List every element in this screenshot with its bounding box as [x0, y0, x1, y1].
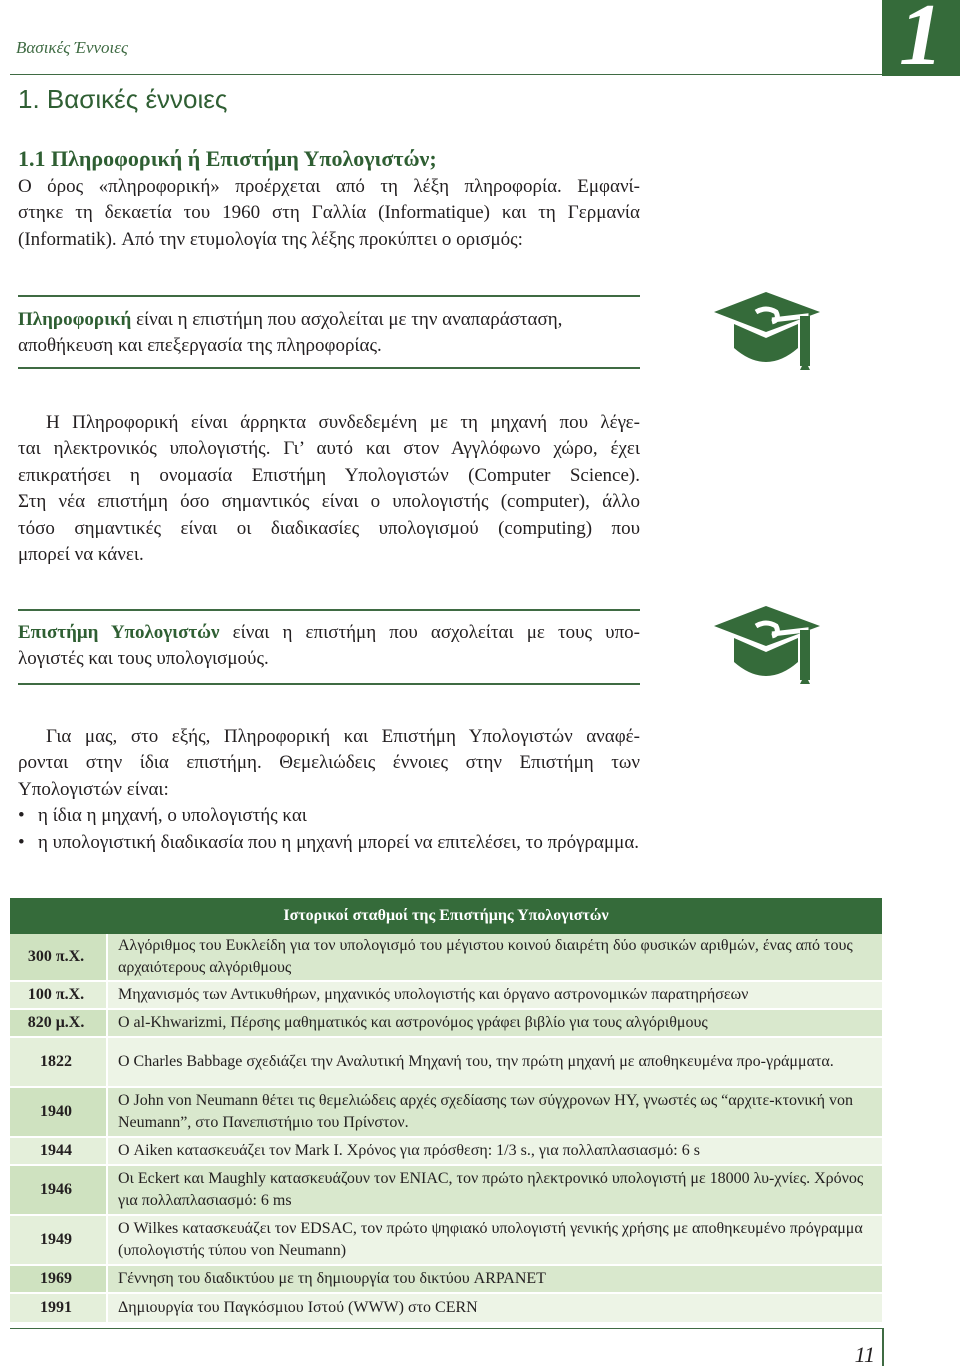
timeline-year: 1940: [10, 1088, 106, 1136]
timeline-event: Μηχανισμός των Αντικυθήρων, μηχανικός υπολογιστής και όργανο αστρονομικών παρατηρήσεων: [106, 982, 882, 1008]
footer-divider: [882, 1328, 884, 1366]
timeline-table: [10, 898, 882, 1324]
paragraph-line: Για μας, στο εξής, Πληροφορική και Επιστήμη Υπολογιστών αναφέ-: [46, 726, 640, 747]
table-row: [10, 1038, 882, 1088]
paragraph-line: επικρατήσει η ονομασία Επιστήμη Υπολογιστών (Computer Science).: [18, 464, 640, 486]
paragraph-line: μπορεί να κάνει.: [18, 544, 144, 566]
intro-paragraph: [18, 174, 640, 253]
list-item: • η ίδια η μηχανή, ο υπολογιστής και: [18, 803, 640, 829]
timeline-event: Ο Wilkes κατασκευάζει τον EDSAC, τον πρώτο ψηφιακό υπολογιστή γενικής χρήσης με αποθηκευμένο πρόγραμμα (υπολογιστής τύπου von Neumann): [106, 1216, 882, 1264]
timeline-title: Ιστορικοί σταθμοί της Επιστήμης Υπολογιστών: [10, 898, 882, 934]
paragraph-line: Η Πληροφορική είναι άρρηκτα συνδεδεμένη με τη μηχανή που λέγε-: [46, 412, 640, 433]
graduation-cap-icon: [712, 290, 822, 372]
timeline-year: 1944: [10, 1138, 106, 1164]
timeline-event: Δημιουργία του Παγκόσμιου Ιστού (WWW) στο CERN: [106, 1294, 882, 1322]
timeline-year: 1822: [10, 1038, 106, 1086]
timeline-event: Ο Aiken κατασκευάζει τον Mark I. Χρόνος για πρόσθεση: 1/3 s., για πολλαπλασιασμό: 6 s: [106, 1138, 882, 1164]
definition-informatics: [18, 307, 640, 360]
timeline-year: 1946: [10, 1166, 106, 1214]
table-row: [10, 1216, 882, 1266]
timeline-year: 1969: [10, 1266, 106, 1292]
timeline-event: Οι Eckert και Maughly κατασκευάζουν τον ENIAC, τον πρώτο ηλεκτρονικό υπολογιστή με 18000 λυ-χνίες. Χρόνος για πολλαπλασιασμό: 6 ms: [106, 1166, 882, 1214]
table-row: [10, 1088, 882, 1138]
table-row: [10, 1010, 882, 1038]
timeline-year: 1991: [10, 1294, 106, 1322]
definition-computer-science: [18, 620, 640, 673]
paragraph-line: Υπολογιστών είναι:: [18, 778, 169, 800]
definition-text: λογιστές και τους υπολογισμούς.: [18, 648, 269, 670]
paragraph-line: Στη νέα επιστήμη όσο σημαντικός είναι ο υπολογιστής (computer), άλλο: [18, 491, 640, 513]
page-number: 11: [854, 1342, 875, 1367]
timeline-event: Γέννηση του διαδικτύου με τη δημιουργία του δικτύου ARPANET: [106, 1266, 882, 1292]
table-row: [10, 1138, 882, 1166]
table-row: [10, 982, 882, 1010]
timeline-event: Αλγόριθμος του Ευκλείδη για τον υπολογισμό του μέγιστου κοινού διαιρέτη δύο φυσικών αριθμών, ένας από τους αρχαιότερους αλγόριθμους: [106, 934, 882, 980]
graduation-cap-icon: [712, 604, 822, 686]
timeline-year: 1949: [10, 1216, 106, 1264]
intro-line: Ο όρος «πληροφορική» προέρχεται από τη λέξη πληροφορία. Εμφανί-: [18, 176, 640, 197]
fundamental-concepts-list: [18, 803, 640, 856]
paragraph-line: ρονται στην ίδια επιστήμη. Θεμελιώδεις έννοιες στην Επιστήμη των: [18, 752, 640, 774]
definition-top-rule: [18, 609, 640, 611]
definition-term: Πληροφορική: [18, 309, 132, 330]
timeline-event: Ο Charles Babbage σχεδιάζει την Αναλυτική Μηχανή του, την πρώτη μηχανή με αποθηκευμένα προ-γράμματα.: [106, 1038, 882, 1086]
definition-top-rule: [18, 295, 640, 297]
table-row: [10, 1166, 882, 1216]
timeline-year: 100 π.Χ.: [10, 982, 106, 1008]
subsection-title: 1.1 Πληροφορική ή Επιστήμη Υπολογιστών;: [18, 146, 437, 171]
paragraph-line: τόσο σημαντικές είναι οι διαδικασίες υπολογισμού (computing) που: [18, 517, 640, 539]
timeline-event: Ο al-Khwarizmi, Πέρσης μαθηματικός και αστρονόμος γράφει βιβλίο για τους αλγόριθμους: [106, 1010, 882, 1036]
intro-line: στηκε τη δεκαετία του 1960 στη Γαλλία (Informatique) και τη Γερμανία: [18, 202, 640, 224]
timeline-event: Ο John von Neumann θέτει τις θεμελιώδεις αρχές σχεδίασης των σύγχρονων ΗΥ, γνωστές ως “αρχιτε-κτονική von Neumann”, στο Πανεπιστήμιο του Πρίνστον.: [106, 1088, 882, 1136]
header-rule: [10, 74, 882, 75]
table-row: [10, 934, 882, 982]
definition-bottom-rule: [18, 683, 640, 685]
footer-rule: [10, 1328, 882, 1329]
section-title: 1. Βασικές έννοιες: [18, 84, 228, 114]
definition-text: αποθήκευση και επεξεργασία της πληροφορίας.: [18, 335, 382, 357]
timeline-year: 820 μ.Χ.: [10, 1010, 106, 1036]
paragraph-3: [18, 724, 640, 856]
table-row: [10, 1294, 882, 1324]
list-item: • η υπολογιστική διαδικασία που η μηχανή μπορεί να επιτελέσει, το πρόγραμμα.: [18, 830, 640, 856]
intro-line: (Informatik). Από την ετυμολογία της λέξης προκύπτει ο ορισμός:: [18, 228, 523, 250]
paragraph-2: [18, 410, 640, 568]
running-head: Βασικές Έννοιες: [16, 38, 128, 57]
chapter-number: 1: [899, 0, 943, 84]
timeline-year: 300 π.Χ.: [10, 934, 106, 980]
definition-bottom-rule: [18, 367, 640, 369]
definition-text: είναι η επιστήμη που ασχολείται με την αναπαράσταση,: [131, 309, 563, 330]
paragraph-line: ται ηλεκτρονικός υπολογιστής. Γι’ αυτό και στον Αγγλόφωνο χώρο, έχει: [18, 438, 640, 460]
table-row: [10, 1266, 882, 1294]
definition-term: Επιστήμη Υπολογιστών: [18, 622, 220, 643]
definition-text: είναι η επιστήμη που ασχολείται με τους υπο-: [219, 622, 640, 643]
